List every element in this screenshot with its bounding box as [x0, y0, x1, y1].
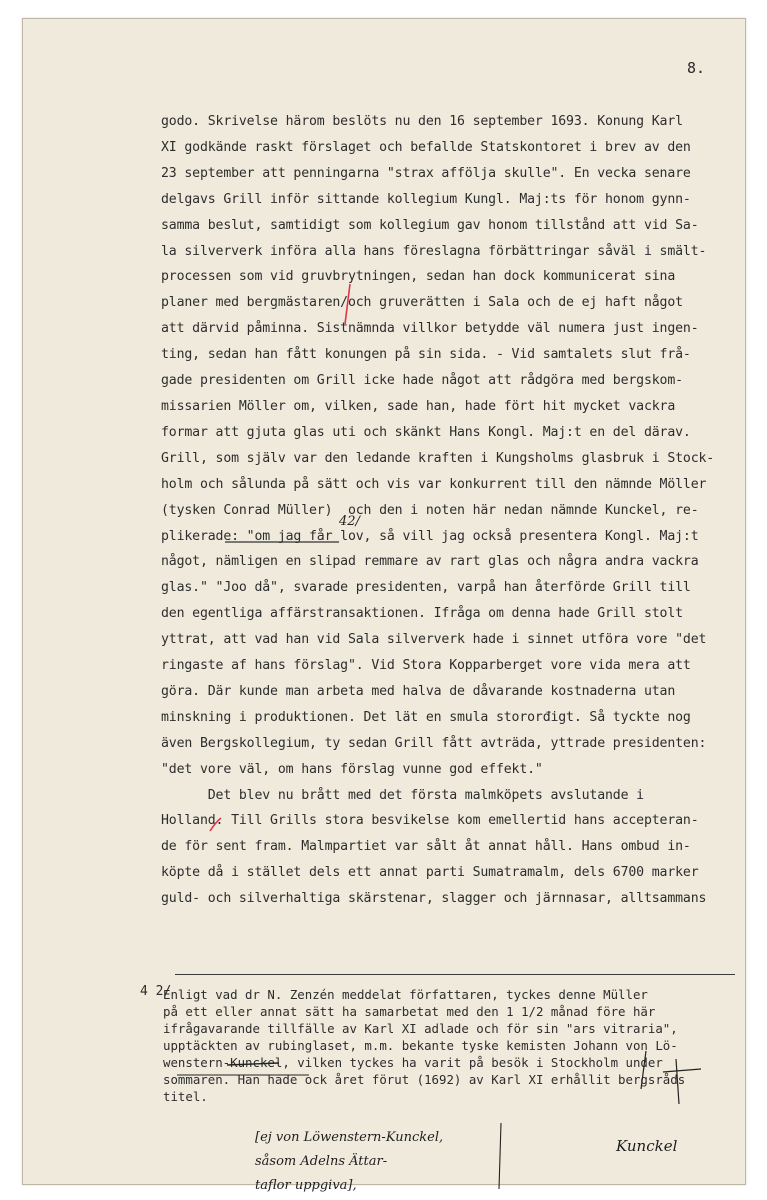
handwritten-bracket-lines — [251, 1119, 511, 1199]
text-line: "det vore väl, om hans förslag vunne god effekt." — [161, 761, 543, 777]
text-line: holm och sålunda på sätt och vis var konkurrent till den nämnde Möller — [161, 476, 707, 492]
text-line: glas." "Joo då", svarade presidenten, varpå han återförde Grill till — [161, 580, 691, 596]
text-line: samma beslut, samtidigt som kollegium gav honom tillstånd att vid Sa- — [161, 217, 699, 233]
text-line: formar att gjuta glas uti och skänkt Hans Kongl. Maj:t en del därav. — [161, 424, 691, 440]
text-line: delgavs Grill inför sittande kollegium Kungl. Maj:ts för honom gynn- — [161, 191, 691, 207]
text-line: minskning i produktionen. Det lät en smula stororđigt. Så tyckte nog — [161, 709, 691, 725]
red-pencil-mark-1 — [341, 282, 355, 326]
text-line: yttrat, att vad han vid Sala silververk hade i sinnet utföra vore "det — [161, 632, 707, 648]
text-line: Grill, som själv var den ledande kraften i Kungsholms glasbruk i Stock- — [161, 450, 715, 466]
text-line: göra. Där kunde man arbeta med halva de dåvarande kostnaderna utan — [161, 683, 676, 699]
text-line: planer med bergmästaren/och gruverätten i Sala och de ej haft något — [161, 295, 683, 311]
page-number: 8. — [686, 59, 705, 77]
footnote-marker: 4 2/ — [140, 984, 172, 999]
text-line: guld- och silverhaltiga skärstenar, slagger och järnnasar, alltsammans — [161, 891, 707, 907]
text-line: missarien Möller om, vilken, sade han, hade fört hit mycket vackra — [161, 398, 676, 414]
text-line: la silververk införa alla hans föreslagna förbättringar såväl i smält- — [161, 243, 707, 259]
text-line: (tysken Conrad Müller) och den i noten här nedan nämnde Kunckel, re- — [161, 502, 699, 518]
footnote-line: wenstern-Kunckel, vilken tyckes ha varit på besök i Stockholm under — [163, 1055, 663, 1070]
text-line: att därvid påminna. Sistnämnda villkor betydde väl numera just ingen- — [161, 321, 699, 337]
superscript-ref: 42/ — [339, 514, 360, 529]
underline-conrad-muller — [223, 539, 343, 545]
text-line: något, nämligen en slipad remmare av rart glas och några andra vackra — [161, 554, 699, 570]
text-line: Holland. Till Grills stora besvikelse kom emellertid hans accepteran- — [161, 813, 699, 829]
text-line: även Bergskollegium, ty sedan Grill fått avträda, yttrade presidenten: — [161, 735, 707, 751]
footnote-line: titel. — [163, 1089, 208, 1104]
text-line: de för sent fram. Malmpartiet var sålt åt annat håll. Hans ombud in- — [161, 839, 691, 855]
handwritten-line: [ej von Löwenstern-Kunckel, — [255, 1130, 444, 1145]
footnote-line: Enligt vad dr N. Zenzén meddelat författaren, tyckes denne Müller — [163, 987, 648, 1002]
handwritten-kunckel: Kunckel — [616, 1137, 678, 1155]
text-line: plikerade: "om jag får lov, så vill jag också presentera Kongl. Maj:t — [161, 528, 699, 544]
footnote-line: sommaren. Han hade ock året förut (1692) av Karl XI erhållit bergsråds — [163, 1072, 686, 1087]
body-text — [161, 109, 741, 912]
footnote-line: ifrågavarande tillfälle av Karl XI adlade och för sin "ars vitraria", — [163, 1021, 678, 1036]
red-pencil-mark-2 — [205, 815, 225, 835]
text-line: XI godkände raskt förslaget och befallde Statskontoret i brev av den — [161, 139, 691, 155]
footnote-edit-marks — [141, 1029, 741, 1119]
footnote-line: på ett eller annat sätt ha samarbetat med den 1 1/2 månad före här — [163, 1004, 656, 1019]
text-line: gade presidenten om Grill icke hade något att rådgöra med bergskom- — [161, 373, 683, 389]
text-line: köpte då i stället dels ett annat parti Sumatramalm, dels 6700 marker — [161, 865, 699, 881]
text-line: ting, sedan han fått konungen på sin sida. - Vid samtalets slut frå- — [161, 347, 691, 363]
footnote-divider — [175, 974, 735, 975]
text-line: den egentliga affärstransaktionen. Ifråga om denna hade Grill stolt — [161, 606, 683, 622]
document-page — [22, 18, 746, 1193]
footnote-line: upptäckten av rubinglaset, m.m. bekante tyske kemisten Johann von Lö- — [163, 1038, 678, 1053]
handwritten-line: såsom Adelns Ättar- — [255, 1154, 388, 1169]
text-line: 23 september att penningarna "strax affölja skulle". En vecka senare — [161, 165, 691, 181]
text-line: ringaste af hans förslag". Vid Stora Kopparberget vore vida mera att — [161, 658, 691, 674]
text-line: Det blev nu brått med det första malmköpets avslutande i — [161, 787, 644, 803]
handwritten-line: taflor uppgiva], — [255, 1178, 357, 1193]
text-line: processen som vid gruvbrytningen, sedan han dock kommunicerat sina — [161, 269, 676, 285]
handwritten-superscript — [339, 509, 369, 533]
text-line: godo. Skrivelse härom beslöts nu den 16 september 1693. Konung Karl — [161, 114, 683, 129]
